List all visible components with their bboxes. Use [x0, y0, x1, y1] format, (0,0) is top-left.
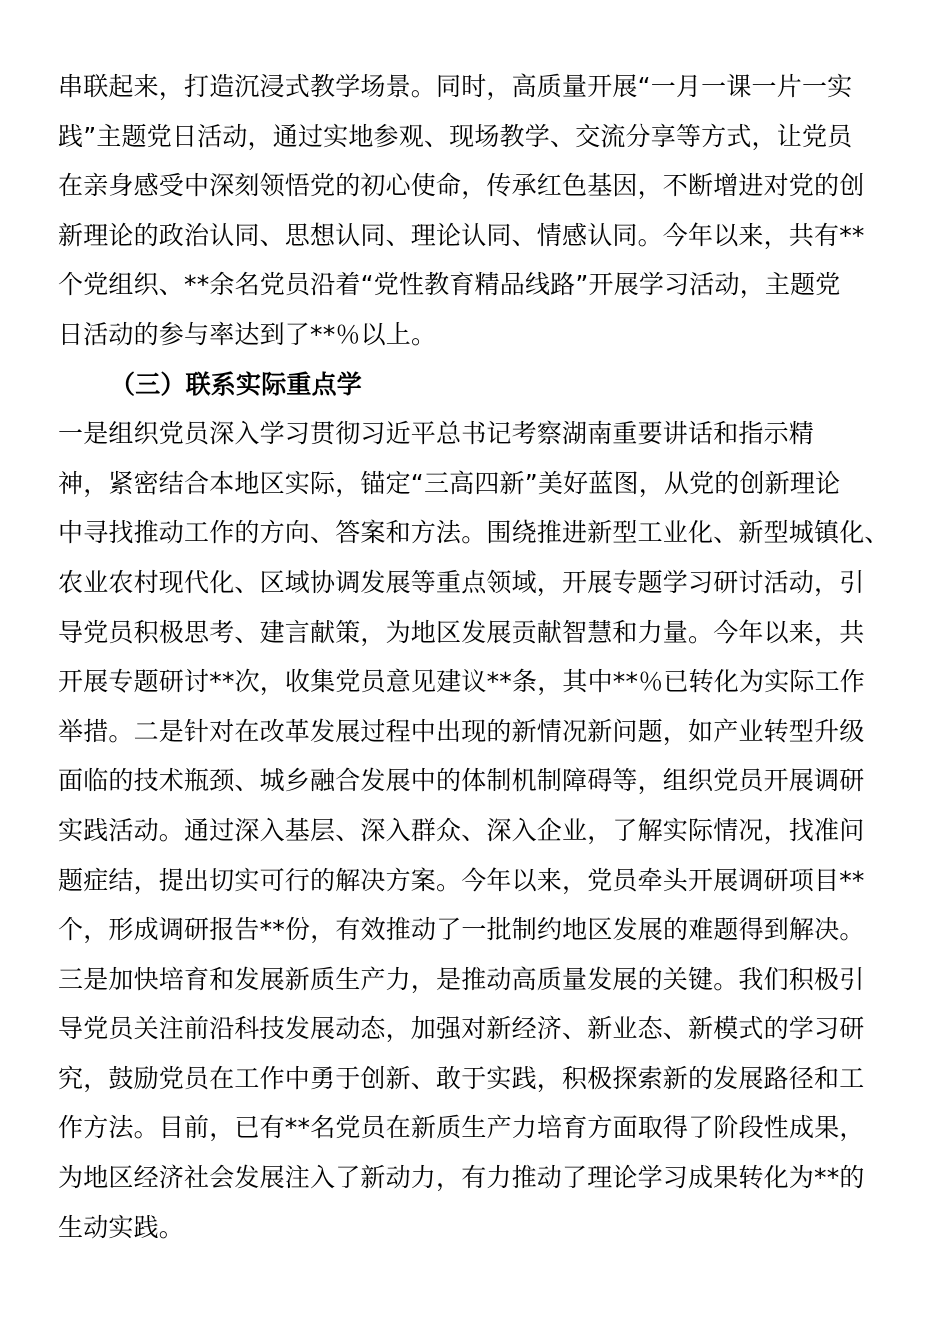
- text-line: 个党组织、**余名党员沿着“党性教育精品线路”开展学习活动，主题党: [58, 270, 841, 300]
- text-line: 为地区经济社会发展注入了新动力，有力推动了理论学习成果转化为**的: [58, 1163, 865, 1193]
- text-line: 实践活动。通过深入基层、深入群众、深入企业，了解实际情况，找准问: [58, 815, 865, 845]
- text-line: 新理论的政治认同、思想认同、理论认同、情感认同。今年以来，共有**: [58, 220, 865, 250]
- text-line: 三是加快培育和发展新质生产力，是推动高质量发展的关键。我们积极引: [58, 964, 865, 994]
- paragraph-1: [58, 62, 892, 360]
- text-line: 面临的技术瓶颈、城乡融合发展中的体制机制障碍等，组织党员开展调研: [58, 766, 865, 796]
- paragraph-2: [58, 409, 892, 1252]
- document-page: [58, 62, 892, 1252]
- text-line: 题症结，提出切实可行的解决方案。今年以来，党员牵头开展调研项目**: [58, 865, 865, 895]
- text-line: 一是组织党员深入学习贯彻习近平总书记考察湖南重要讲话和指示精: [58, 419, 815, 449]
- text-line: 日活动的参与率达到了**％以上。: [58, 319, 437, 349]
- text-line: 导党员积极思考、建言献策，为地区发展贡献智慧和力量。今年以来，共: [58, 617, 865, 647]
- text-line: 神，紧密结合本地区实际，锚定“三高四新”美好蓝图，从党的创新理论: [58, 468, 841, 498]
- text-line: 践”主题党日活动，通过实地参观、现场教学、交流分享等方式，让党员: [58, 121, 853, 151]
- text-line: 举措。二是针对在改革发展过程中出现的新情况新问题，如产业转型升级: [58, 716, 865, 746]
- text-line: 个，形成调研报告**份，有效推动了一批制约地区发展的难题得到解决。: [58, 915, 865, 945]
- text-line: 串联起来，打造沉浸式教学场景。同时，高质量开展“一月一课一片一实: [58, 72, 853, 101]
- text-line: 在亲身感受中深刻领悟党的初心使命，传承红色基因，不断增进对党的创: [58, 171, 865, 201]
- text-line: 究，鼓励党员在工作中勇于创新、敢于实践，积极探索新的发展路径和工: [58, 1063, 865, 1093]
- text-line: 农业农村现代化、区域协调发展等重点领域，开展专题学习研讨活动，引: [58, 567, 865, 597]
- section-heading: （三）联系实际重点学: [110, 369, 363, 399]
- text-line: 作方法。目前，已有**名党员在新质生产力培育方面取得了阶段性成果，: [58, 1113, 865, 1143]
- text-line: 生动实践。: [58, 1212, 185, 1242]
- text-line: 开展专题研讨**次，收集党员意见建议**条，其中**％已转化为实际工作: [58, 667, 866, 697]
- text-line: 导党员关注前沿科技发展动态，加强对新经济、新业态、新模式的学习研: [58, 1014, 865, 1044]
- text-line: 中寻找推动工作的方向、答案和方法。围绕推进新型工业化、新型城镇化、: [58, 518, 890, 548]
